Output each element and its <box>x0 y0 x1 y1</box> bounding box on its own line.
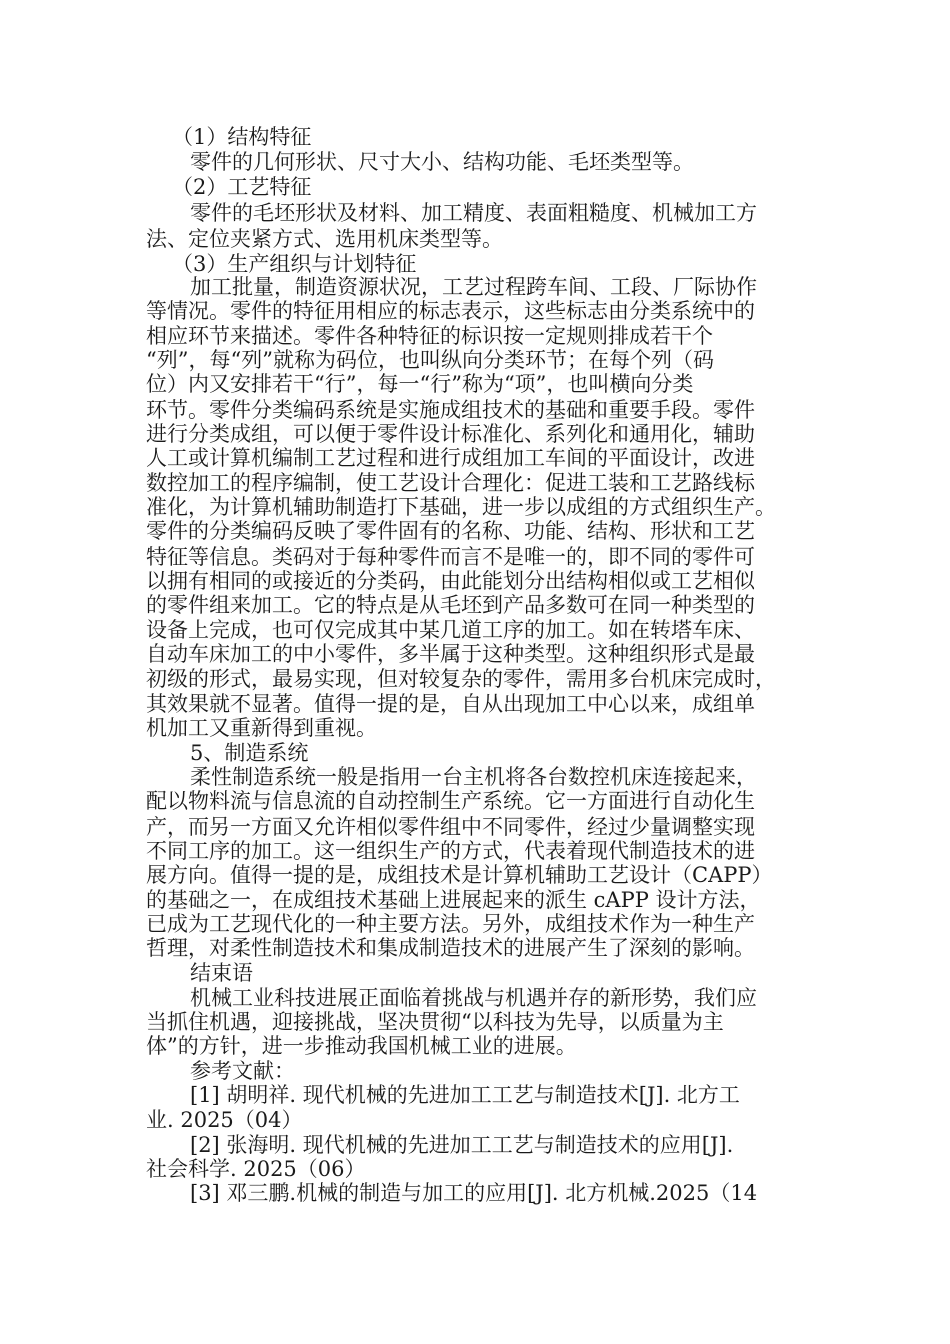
paragraph-line: 机械工业科技进展正面临着挑战与机遇并存的新形势，我们应 <box>190 986 757 1010</box>
paragraph-line: 不同工序的加工。这一组织生产的方式，代表着现代制造技术的进 <box>146 839 755 863</box>
paragraph-line: 等情况。零件的特征用相应的标志表示，这些标志由分类系统中的 <box>146 299 755 323</box>
paragraph-line: 法、定位夹紧方式、选用机床类型等。 <box>146 227 503 251</box>
paragraph-line: 人工或计算机编制工艺过程和进行成组加工车间的平面设计，改进 <box>146 446 755 470</box>
paragraph-line: 的基础之一，在成组技术基础上进展起来的派生 cAPP 设计方法， <box>146 888 761 912</box>
reference-item: [2] 张海明. 现代机械的先进加工工艺与制造技术的应用[J]. <box>190 1133 734 1157</box>
paragraph-line: 以拥有相同的或接近的分类码，由此能划分出结构相似或工艺相似 <box>146 569 755 593</box>
paragraph-line: 进行分类成组，可以便于零件设计标准化、系列化和通用化，辅助 <box>146 422 755 446</box>
heading-production-feature: （3）生产组织与计划特征 <box>172 252 417 276</box>
reference-item: [3] 邓三鹏.机械的制造与加工的应用[J]. 北方机械.2025（14 <box>190 1181 758 1205</box>
paragraph-line: 哲理，对柔性制造技术和集成制造技术的进展产生了深刻的影响。 <box>146 936 755 960</box>
reference-item: [1] 胡明祥. 现代机械的先进加工工艺与制造技术[J]. 北方工 <box>190 1083 740 1107</box>
paragraph-line: 环节。零件分类编码系统是实施成组技术的基础和重要手段。零件 <box>146 398 755 422</box>
section-heading-manufacturing-system: 5、制造系统 <box>190 741 309 765</box>
paragraph-line: 数控加工的程序编制，使工艺设计合理化：促进工装和工艺路线标 <box>146 471 755 495</box>
paragraph-line: 产，而另一方面又允许相似零件组中不同零件，经过少量调整实现 <box>146 815 755 839</box>
paragraph-line: 配以物料流与信息流的自动控制生产系统。它一方面进行自动化生 <box>146 789 755 813</box>
paragraph-line: 零件的几何形状、尺寸大小、结构功能、毛坯类型等。 <box>190 150 694 174</box>
paragraph-line: 当抓住机遇，迎接挑战，坚决贯彻“以科技为先导，以质量为主 <box>146 1010 724 1034</box>
paragraph-line: 的零件组来加工。它的特点是从毛坯到产品多数可在同一种类型的 <box>146 593 755 617</box>
section-heading-conclusion: 结束语 <box>190 961 253 985</box>
paragraph-line: 已成为工艺现代化的一种主要方法。另外，成组技术作为一种生产 <box>146 912 755 936</box>
paragraph-line: 特征等信息。类码对于每种零件而言不是唯一的，即不同的零件可 <box>146 545 755 569</box>
heading-process-feature: （2）工艺特征 <box>172 175 312 199</box>
reference-item-continued: 业. 2025（04） <box>146 1108 303 1132</box>
paragraph-line: 设备上完成，也可仅完成其中某几道工序的加工。如在转塔车床、 <box>146 618 755 642</box>
paragraph-line: 自动车床加工的中小零件，多半属于这种类型。这种组织形式是最 <box>146 642 755 666</box>
heading-structure-feature: （1）结构特征 <box>172 125 312 149</box>
paragraph-line: 柔性制造系统一般是指用一台主机将各台数控机床连接起来， <box>190 765 757 789</box>
paragraph-line: 其效果就不显著。值得一提的是，自从出现加工中心以来，成组单 <box>146 692 755 716</box>
reference-item-continued: 社会科学. 2025（06） <box>146 1157 366 1181</box>
paragraph-line: 准化，为计算机辅助制造打下基础，进一步以成组的方式组织生产。 <box>146 495 776 519</box>
paragraph-line: 体”的方针，进一步推动我国机械工业的进展。 <box>146 1034 577 1058</box>
paragraph-line: 位）内又安排若干“行”，每一“行”称为“项”，也叫横向分类 <box>146 372 694 396</box>
paragraph-line: 加工批量，制造资源状况，工艺过程跨车间、工段、厂际协作 <box>190 275 757 299</box>
paragraph-line: 零件的毛坯形状及材料、加工精度、表面粗糙度、机械加工方 <box>190 201 757 225</box>
paragraph-line: 初级的形式，最易实现，但对较复杂的零件，需用多台机床完成时， <box>146 667 776 691</box>
paragraph-line: 相应环节来描述。零件各种特征的标识按一定规则排成若干个 <box>146 324 713 348</box>
paragraph-line: “列”，每“列”就称为码位，也叫纵向分类环节；在每个列（码 <box>146 348 714 372</box>
section-heading-references: 参考文献： <box>190 1059 295 1083</box>
paragraph-line: 展方向。值得一提的是，成组技术是计算机辅助工艺设计（CAPP） <box>146 863 773 887</box>
paragraph-line: 零件的分类编码反映了零件固有的名称、功能、结构、形状和工艺 <box>146 519 755 543</box>
paragraph-line: 机加工又重新得到重视。 <box>146 716 377 740</box>
